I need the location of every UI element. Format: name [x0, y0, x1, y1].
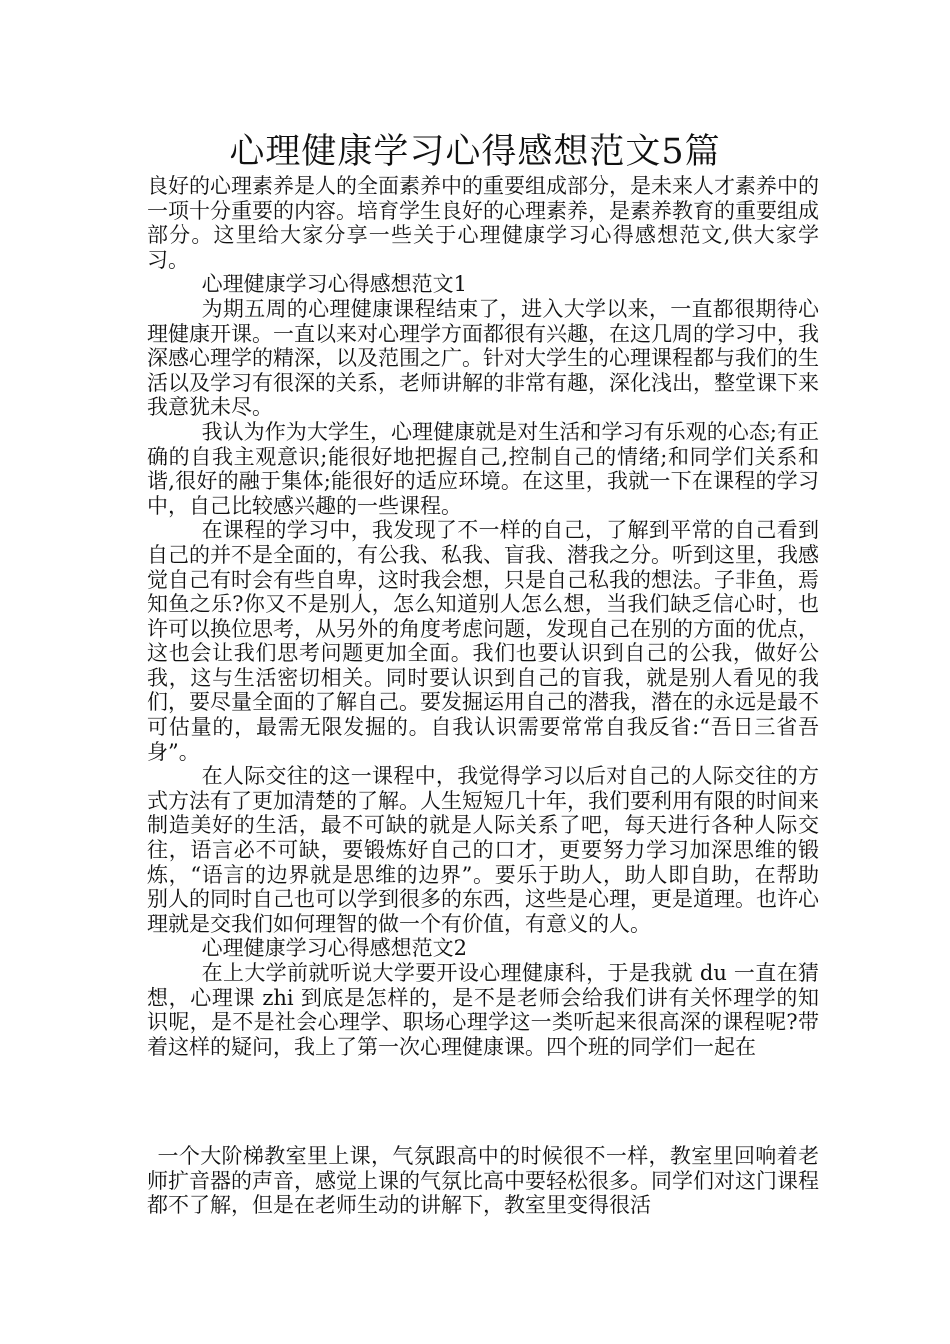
- document-body: [147, 174, 819, 1059]
- paragraph-1: 为期五周的心理健康课程结束了，进入大学以来，一直都很期待心理健康开课。一直以来对心理学方面都很有兴趣，在这几周的学习中，我深感心理学的精深，以及范围之广。针对大学生的心理课程都与我们的生活以及学习有很深的关系，老师讲解的非常有趣，深化浅出，整堂课下来我意犹未尽。: [147, 296, 819, 420]
- continued-text: [147, 1144, 819, 1218]
- intro-paragraph: 良好的心理素养是人的全面素养中的重要组成部分，是未来人才素养中的一项十分重要的内容。培育学生良好的心理素养，是素养教育的重要组成部分。这里给大家分享一些关于心理健康学习心得感想范文,供大家学习。: [147, 174, 819, 272]
- paragraph-2: 我认为作为大学生，心理健康就是对生活和学习有乐观的心态;有正确的自我主观意识;能很好地把握自己,控制自己的情绪;和同学们关系和谐,很好的融于集体;能很好的适应环境。在这里，我就一下在课程的学习中，自己比较感兴趣的一些课程。: [147, 419, 819, 518]
- paragraph-3: 在课程的学习中，我发现了不一样的自己，了解到平常的自己看到自己的并不是全面的，有公我、私我、盲我、潜我之分。听到这里，我感觉自己有时会有些自卑，这时我会想，只是自己私我的想法。子非鱼，焉知鱼之乐?你又不是别人，怎么知道别人怎么想，当我们缺乏信心时，也许可以换位思考，从另外的角度考虑问题，发现自己在别的方面的优点，这也会让我们思考问题更加全面。我们也要认识到自己的公我，做好公我，这与生活密切相关。同时要认识到自己的盲我，就是别人看见的我们，要尽量全面的了解自己。要发掘运用自己的潜我，潜在的永远是最不可估量的，最需无限发掘的。自我认识需要常常自我反省:“吾日三省吾身”。: [147, 518, 819, 764]
- paragraph-5: 在上大学前就听说大学要开设心理健康科，于是我就 du 一直在猜想，心理课 zhi 到底是怎样的，是不是老师会给我们讲有关怀理学的知识呢，是不是社会心理学、职场心理学这一类听起来很高深的课程呢?带着这样的疑问，我上了第一次心理健康课。四个班的同学们一起在: [147, 961, 819, 1059]
- paragraph-4: 在人际交往的这一课程中，我觉得学习以后对自己的人际交往的方式方法有了更加清楚的了解。人生短短几十年，我们要利用有限的时间来制造美好的生活，最不可缺的就是人际关系了吧，每天进行各种人际交往，语言必不可缺，要锻炼好自己的口才，更要努力学习加深思维的锻炼，“语言的边界就是思维的边界”。要乐于助人，助人即自助，在帮助别人的同时自己也可以学到很多的东西，这些是心理，更是道理。也许心理就是交我们如何理智的做一个有价值，有意义的人。: [147, 764, 819, 936]
- paragraph-6: 一个大阶梯教室里上课，气氛跟高中的时候很不一样，教室里回响着老师扩音器的声音，感觉上课的气氛比高中要轻松很多。同学们对这门课程都不了解，但是在老师生动的讲解下，教室里变得很活: [147, 1144, 819, 1218]
- section-heading-2: 心理健康学习心得感想范文2: [201, 936, 467, 961]
- section-heading-1: 心理健康学习心得感想范文1: [201, 272, 467, 297]
- document-title: 心理健康学习心得感想范文5篇: [229, 132, 721, 172]
